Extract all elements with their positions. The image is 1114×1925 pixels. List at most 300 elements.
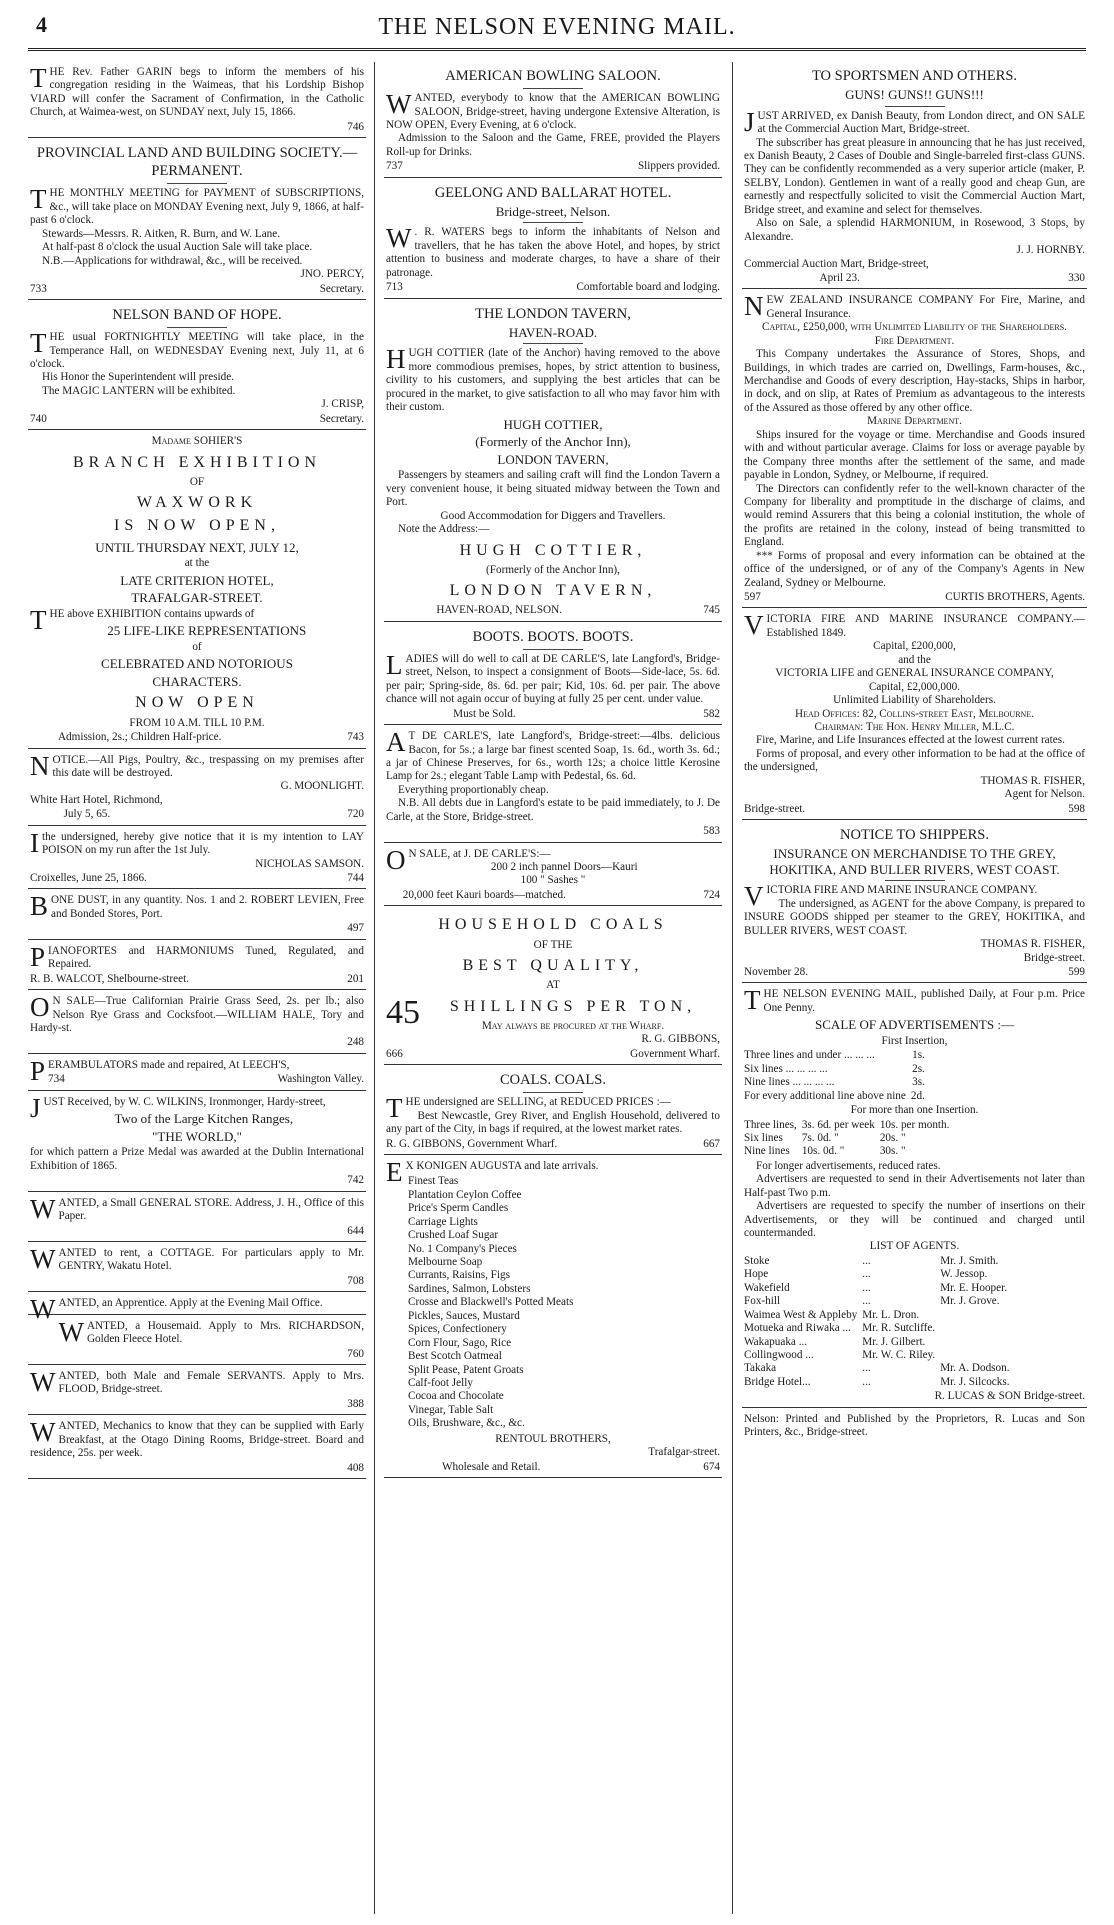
goods-item: Spices, Confectionery — [408, 1323, 507, 1336]
advert-nzins — [742, 292, 1087, 608]
rate-cell: Six lines ... ... ... ... — [744, 1062, 828, 1075]
ad-body-text: E X KONIGEN AUGUSTA and late arrivals. — [386, 1156, 599, 1187]
ad-body-text: LADIES will do well to call at DE CARLE'S, late Langford's, Bridge-street, Nelson, to inspect a consignment of Boots—Side-lace, 5s. 6d. per pair; Spring-side, 8s. 6d. per pair; Kid, 10s. 6d. per pair. The above chance will not again occur of buying at fully 25 per cent. under value. — [386, 649, 720, 706]
ad-footer — [386, 1138, 720, 1151]
ad-footer — [30, 121, 364, 134]
ad-footer — [744, 803, 1085, 816]
rate-cell: 1s. — [912, 1049, 925, 1062]
goods-item: No. 1 Company's Pieces — [408, 1242, 517, 1255]
ad-number: 744 — [347, 872, 364, 884]
advert-garin — [28, 64, 366, 138]
advert-pigs — [28, 752, 366, 826]
ad-footer — [30, 872, 364, 885]
ad-footer-left: April 23. — [744, 271, 860, 284]
chairman: Chairman: The Hon. Henry Miller, M.L.C. — [814, 720, 1015, 733]
rate-cell: Three lines and under ... ... ... — [744, 1049, 875, 1062]
ad-body-text: THE usual FORTNIGHTLY MEETING will take place, in the Temperance Hall, on WEDNESDAY Evening next, July 11, at 6 o'clock. — [30, 328, 364, 370]
goods-item: Oils, Brushware, &c., &c. — [408, 1417, 525, 1430]
agent-cell: Collingwood ... — [744, 1348, 814, 1361]
ad-signature: J. CRISP, — [321, 398, 364, 411]
rate-row — [744, 1076, 930, 1089]
ad-number: 248 — [347, 1036, 364, 1049]
ad-number: 746 — [347, 120, 364, 133]
drop-capital: V — [744, 881, 764, 912]
column-divider — [732, 62, 733, 1914]
ad-footer — [30, 922, 364, 935]
multi-rate-row — [744, 1145, 954, 1158]
drop-capital: O — [386, 844, 406, 875]
ad-body-text: THE NELSON EVENING MAIL, published Daily, at Four p.m. Price One Penny. — [744, 985, 1085, 1016]
ad-signature: G. MOONLIGHT. — [280, 780, 364, 793]
ad-paragraph: Also on Sale, a splendid HARMONIUM, in Rosewood, 3 Stops, by Alexandre. — [744, 217, 1085, 243]
ad-footer — [744, 591, 1085, 604]
agent-cell: Motueka and Riwaka ... — [744, 1322, 851, 1335]
exhibition-street: TRAFALGAR-STREET. — [131, 590, 263, 606]
agent-cell: ... — [862, 1362, 871, 1375]
coals-quality: BEST QUALITY, — [462, 956, 644, 974]
ad-body-text: O N SALE—True Californian Prairie Grass Seed, 2s. per lb.; also Nelson Rye Grass and Cocksfoot.—WILLIAM HALE, Tory and Hardy-st. — [30, 992, 364, 1034]
column-divider — [374, 62, 375, 1914]
multi-rate-cell: 3s. 6d. per week — [801, 1118, 875, 1131]
ad-paragraph: Ships insured for the voyage or time. Merchandise and Goods insured with and without particular average. Claims for loss or average payable by the Company three months after the settlement of the same, and made payable in London, Sydney, or Melbourne, if required. — [744, 428, 1085, 482]
ad-number: 599 — [1068, 965, 1085, 978]
ad-footer — [48, 1073, 364, 1086]
advert-geelong — [384, 181, 722, 299]
advert-coals1 — [384, 909, 722, 1065]
advert-hope — [28, 303, 366, 430]
exhibition-title: BRANCH EXHIBITION — [72, 453, 322, 471]
advert-bacon — [384, 728, 722, 843]
ad-footer — [30, 1225, 364, 1238]
advert-building — [28, 141, 366, 300]
multi-rate-cell: Three lines, — [744, 1118, 797, 1131]
ad-body-text: NEW ZEALAND INSURANCE COMPANY For Fire, Marine, and General Insurance. — [744, 291, 1085, 322]
agent-row — [744, 1268, 1015, 1281]
ad-number: 743 — [347, 731, 364, 744]
ad-footer-left: R. G. GIBBONS, Government Wharf. — [386, 1137, 558, 1150]
ad-body-text: VICTORIA FIRE AND MARINE INSURANCE COMPANY.—Established 1849. — [744, 610, 1085, 641]
agents-table — [744, 1255, 1015, 1389]
agent-cell: Mr. J. Silcocks. — [940, 1375, 1010, 1388]
agent-row — [744, 1336, 1015, 1349]
ad-number: 497 — [347, 922, 364, 935]
ad-footer — [744, 966, 1085, 979]
ad-number: 582 — [703, 707, 720, 720]
agent-cell: Mr. J. Gilbert. — [862, 1335, 926, 1348]
goods-item: Cocoa and Chocolate — [408, 1390, 504, 1403]
ad-signature: RENTOUL BROTHERS, — [495, 1432, 611, 1445]
multi-rates-table — [744, 1119, 954, 1159]
ad-paragraph: *** Forms of proposal and every information can be obtained at the office of the undersigned, or of any of the Company's Agents in New Zealand, Sydney or Melbourne. — [744, 549, 1085, 589]
address-line: HUGH COTTIER, — [459, 541, 647, 559]
agent-cell: Bridge Hotel... — [744, 1375, 811, 1388]
ad-centered-line: "THE WORLD," — [152, 1128, 242, 1144]
ad-subtitle: INSURANCE ON MERCHANDISE TO THE GREY, HOKITIKA, AND BULLER RIVERS, WEST COAST. — [769, 846, 1060, 877]
advert-mechanics — [28, 1418, 366, 1479]
ad-footer — [30, 1398, 364, 1411]
ad-body-text: O N SALE, at J. DE CARLE'S:— — [386, 844, 551, 875]
agent-cell: Mr. W. C. Riley. — [862, 1348, 936, 1361]
longer-ads: For longer advertisements, reduced rates. — [756, 1159, 941, 1172]
goods-item: Vinegar, Table Salt — [408, 1403, 494, 1416]
ad-number: 745 — [703, 604, 720, 617]
ad-body-text: JUST ARRIVED, ex Danish Beauty, from London direct, and ON SALE at the Commercial Auction Mart, Bridge-street. — [744, 106, 1085, 137]
agent-cell: ... — [862, 1254, 871, 1267]
ad-footer-left: July 5, 65. — [30, 808, 111, 821]
column-1 — [28, 64, 366, 1914]
ad-body-text: WANTED, an Apprentice. Apply at the Evening Mail Office. — [30, 1294, 323, 1325]
goods-item: Finest Teas — [408, 1175, 459, 1188]
drop-capital: O — [30, 992, 50, 1023]
multi-rate-cell: 7s. 0d. " — [801, 1131, 839, 1144]
ad-paragraph: The Directors can confidently refer to the well-known character of the Company for liberality and promptitude in the discharge of claims, and would remind Assurers that this being a colonial institution, the whole of the profits are retained in the colony, instead of being transmitted to England. — [744, 482, 1085, 549]
drop-capital: W — [386, 89, 412, 120]
rate-cell: 2d. — [910, 1089, 925, 1102]
ad-footer-left: 20,000 feet Kauri boards—matched. — [386, 888, 566, 901]
multi-rate-cell: 20s. " — [879, 1131, 906, 1144]
advert-bowling — [384, 64, 722, 178]
agent-cell: Mr. J. Smith. — [940, 1254, 999, 1267]
ad-subtitle: GUNS! GUNS!! GUNS!!! — [845, 87, 984, 103]
exhibition-of: OF — [189, 475, 205, 488]
advert-waxwork — [28, 433, 366, 748]
ad-footer-left: 740 — [30, 412, 47, 425]
ad-number: 388 — [347, 1397, 364, 1410]
rate-cell: 2s. — [912, 1062, 925, 1075]
advert-imprint — [742, 1411, 1087, 1443]
accommodation-note: Good Accommodation for Diggers and Travellers. — [440, 509, 666, 522]
title-rule — [523, 343, 583, 344]
ad-number: 674 — [703, 1460, 720, 1473]
head-offices: Head Offices: 82, Collins-street East, Melbourne. — [794, 707, 1035, 720]
drop-capital: T — [30, 604, 47, 635]
ad-paragraph: for which pattern a Prize Medal was awarded at the Dublin International Exhibition of 1865. — [30, 1146, 364, 1172]
ad-footer — [386, 708, 720, 721]
advert-grass — [28, 993, 366, 1054]
drop-capital: T — [744, 985, 761, 1016]
ad-centered-line: Two of the Large Kitchen Ranges, — [114, 1111, 294, 1127]
ad-body-text: WANTED to rent, a COTTAGE. For particulars apply to Mr. GENTRY, Wakatu Hotel. — [30, 1243, 364, 1274]
ad-body-text: WANTED, everybody to know that the AMERICAN BOWLING SALOON, Bridge-street, having undergone Extensive Alteration, is NOW OPEN, Every Evening, at 6 o'clock. — [386, 89, 720, 131]
ad-number: 330 — [1068, 271, 1085, 284]
goods-list — [408, 1175, 720, 1430]
drop-capital: W — [30, 1193, 56, 1224]
agent-row — [744, 1362, 1015, 1375]
agent-cell: ... — [862, 1295, 871, 1308]
coals-title: HOUSEHOLD COALS — [438, 916, 668, 934]
ad-footer-left: Admission, 2s.; Children Half-price. — [30, 731, 222, 744]
ad-signature: R. LUCAS & SON Bridge-street. — [934, 1390, 1085, 1403]
ad-number: CURTIS BROTHERS, Agents. — [945, 591, 1085, 604]
ad-footer — [30, 1275, 364, 1288]
ad-paragraph: N.B.—Applications for withdrawal, &c., will be received. — [42, 254, 303, 267]
ad-number: Washington Valley. — [277, 1073, 364, 1086]
goods-item: Price's Sperm Candles — [408, 1202, 509, 1215]
ad-footer-left: 597 — [744, 591, 761, 604]
multi-rate-cell: 10s. per month. — [879, 1118, 950, 1131]
ad-number: 201 — [347, 972, 364, 985]
goods-item: Melbourne Soap — [408, 1256, 483, 1269]
exhibition-open: NOW OPEN — [135, 694, 259, 712]
ad-body-text: THE undersigned are SELLING, at REDUCED PRICES :— — [386, 1093, 671, 1124]
ad-body-text: WANTED, a Housemaid. Apply to Mrs. RICHARDSON, Golden Fleece Hotel. — [58, 1316, 364, 1347]
ad-number: 598 — [1068, 802, 1085, 815]
ad-footer — [386, 825, 720, 838]
ad-centered-line: (Formerly of the Anchor Inn), — [475, 434, 631, 450]
ad-signature: NICHOLAS SAMSON. — [255, 857, 364, 870]
advert-pram — [28, 1057, 366, 1091]
coals-per-ton: SHILLINGS PER TON, — [449, 997, 697, 1015]
advert-bone — [28, 892, 366, 939]
agent-cell: ... — [862, 1268, 871, 1281]
drop-capital: W — [386, 223, 412, 254]
ad-footer — [386, 160, 720, 173]
ad-footer-left: HAVEN-ROAD, NELSON. — [386, 604, 562, 617]
stock-line: 100 " Sashes " — [520, 874, 586, 887]
drop-capital: W — [30, 1367, 56, 1397]
agent-cell: Mr. J. Grove. — [940, 1295, 1000, 1308]
rate-row — [744, 1049, 930, 1062]
ad-number: 644 — [347, 1224, 364, 1237]
agents-title: LIST OF AGENTS. — [869, 1240, 960, 1253]
drop-capital: T — [386, 1093, 403, 1124]
ad-centered-line: Unlimited Liability of Shareholders. — [833, 694, 996, 707]
agent-cell: ... — [862, 1375, 871, 1388]
ad-subtitle: Bridge-street, Nelson. — [495, 203, 611, 219]
agent-row — [744, 1322, 1015, 1335]
ad-paragraph: Advertisers are requested to send in their Advertisements not later than Half-past Two p.m. — [744, 1173, 1085, 1199]
multi-rate-row — [744, 1132, 954, 1145]
ad-paragraph: The subscriber has great pleasure in announcing that he has just received, ex Danish Beauty, 2 Cases of Double and Single-barreled first-class GUNS. They can be confidently recommended as a very superior article (maker, P. SELBY, London). Gentlemen in want of a really good and cheap Gun, are earnestly and respectfully solicited to visit the Commercial Auction Mart, Bridge street, and examine and select for themselves. — [744, 136, 1085, 216]
agent-cell: Stoke — [744, 1254, 770, 1267]
agent-cell: Wakapuaka ... — [744, 1335, 808, 1348]
ad-paragraph: His Honor the Superintendent will preside. — [42, 371, 235, 384]
ad-footer — [386, 1048, 720, 1061]
ad-body-text: BONE DUST, in any quantity. Nos. 1 and 2. ROBERT LEVIEN, Free and Bonded Stores, Port. — [30, 891, 364, 922]
ad-title: NELSON BAND OF HOPE. — [112, 306, 282, 323]
scale-title: SCALE OF ADVERTISEMENTS :— — [815, 1017, 1014, 1033]
ad-footer-left: 737 — [386, 160, 403, 173]
agent-cell: Fox-hill — [744, 1295, 781, 1308]
advert-servants — [28, 1368, 366, 1415]
ad-paragraph: At half-past 8 o'clock the usual Auction Sale will take place. — [42, 241, 313, 254]
ad-footer-left: November 28. — [744, 965, 809, 978]
ad-paragraph: N.B. All debts due in Langford's estate to be paid immediately, to J. De Carle, at the Store, Bridge-street. — [386, 797, 720, 823]
ad-address: Commercial Auction Mart, Bridge-street, — [744, 257, 929, 270]
ad-number: 720 — [347, 808, 364, 821]
ad-signature: J. J. HORNBY. — [1016, 244, 1085, 257]
advert-mail — [742, 986, 1087, 1407]
ad-number: 724 — [703, 888, 720, 901]
ad-title: COALS. COALS. — [500, 1072, 606, 1089]
advert-boots — [384, 625, 722, 725]
goods-item: Crosse and Blackwell's Potted Meats — [408, 1296, 574, 1309]
column-2 — [384, 64, 722, 1914]
ad-number: 760 — [347, 1347, 364, 1360]
ad-title: TO SPORTSMEN AND OTHERS. — [811, 68, 1018, 84]
drop-capital: J — [744, 106, 755, 137]
ad-body-text: THE Rev. Father GARIN begs to inform the members of his congregation residing in the Waimeas, that his Lordship Bishop VIARD will confer the Sacrament of Confirmation, in the Catholic Church, at Waimea-west, on SUNDAY next, July 15, 1866. — [30, 64, 364, 119]
title-rule — [523, 222, 583, 223]
ad-footer — [30, 1348, 364, 1361]
ad-centered-line: HUGH COTTIER, — [503, 416, 603, 432]
ad-title: THE LONDON TAVERN, — [475, 305, 631, 322]
ad-paragraph: Forms of proposal, and every other information to be had at the office of the undersigned, — [744, 747, 1085, 774]
masthead-rule — [28, 48, 1086, 51]
ad-title: PROVINCIAL LAND AND BUILDING SOCIETY.—PERMANENT. — [36, 145, 358, 180]
ad-centered-line: LONDON TAVERN, — [497, 451, 609, 467]
exhibition-status: IS NOW OPEN, — [114, 517, 280, 535]
ad-paragraph: Fire, Marine, and Life Insurances effected at the lowest current rates. — [756, 734, 1065, 747]
agent-row — [744, 1309, 1015, 1322]
multi-rate-row — [744, 1119, 954, 1132]
drop-capital: W — [30, 1294, 56, 1325]
capital-line: Capital, £250,000, with Unlimited Liability of the Shareholders. — [762, 321, 1067, 334]
ad-footer — [386, 889, 720, 902]
ad-body-text: W . R. WATERS begs to inform the inhabitants of Nelson and travellers, that he has taken the above Hotel, and hopes, by strict attention to business and moderate charges, to have a share of their patronage. — [386, 223, 720, 279]
ad-footer — [30, 973, 364, 986]
ad-paragraph: Admission to the Saloon and the Game, FREE, provided the Players Roll-up for Drinks. — [386, 132, 720, 158]
multi-rate-cell: Six lines — [744, 1131, 783, 1144]
drop-capital: E — [386, 1156, 403, 1187]
advert-ranges — [28, 1094, 366, 1192]
ad-title: NOTICE TO SHIPPERS. — [840, 827, 989, 844]
goods-item: Calf-foot Jelly — [408, 1376, 473, 1389]
advert-apprentice — [28, 1294, 366, 1325]
exhibition-dates: UNTIL THURSDAY NEXT, JULY 12, — [95, 539, 299, 555]
goods-item: Corn Flour, Sago, Rice — [408, 1336, 512, 1349]
goods-item: Crushed Loaf Sugar — [408, 1229, 499, 1242]
advert-poison — [28, 829, 366, 890]
ad-paragraph: Advertisers are requested to specify the number of insertions on their Advertisements, or they will be continued and charged until countermanded. — [744, 1200, 1085, 1239]
rate-cell: For every additional line above nine — [744, 1089, 906, 1102]
advert-coals2 — [384, 1068, 722, 1155]
ad-paragraph: Stewards—Messrs. R. Aitken, R. Burn, and W. Lane. — [42, 227, 281, 240]
ad-body-text: HUGH COTTIER (late of the Anchor) having removed to the above more commodious premises, hopes, by strict attention to business, civility to his customers, and supplying the best articles that can be procured in the market, to give satisfaction to all who may favor him with their custom. — [386, 344, 720, 414]
drop-capital: W — [30, 1243, 56, 1274]
drop-capital: B — [30, 891, 49, 922]
ad-footer — [30, 731, 364, 744]
coals-price-row — [386, 993, 720, 1034]
column-3 — [742, 64, 1087, 1914]
ad-centered-line: and the — [898, 653, 931, 666]
agent-cell: W. Jessop. — [940, 1268, 988, 1281]
ad-footer-left: 733 — [30, 282, 47, 295]
goods-item: Currants, Raisins, Figs — [408, 1269, 510, 1282]
drop-capital: T — [30, 328, 47, 359]
drop-capital: I — [30, 827, 39, 858]
coals-procure: May always be procured at the Wharf. — [481, 1019, 665, 1032]
ad-footer — [386, 604, 720, 617]
address-line: (Formerly of the Anchor Inn), — [486, 563, 620, 576]
drop-capital: A — [386, 727, 406, 758]
ad-footer-left: Croixelles, June 25, 1866. — [30, 872, 147, 884]
advert-cottage — [28, 1245, 366, 1292]
advert-shippers — [742, 823, 1087, 983]
agent-row — [744, 1295, 1015, 1308]
goods-item: Carriage Lights — [408, 1215, 478, 1228]
ad-body-text: THE MONTHLY MEETING for PAYMENT of SUBSCRIPTIONS, &c., will take place on MONDAY Evening next, July 9, 1866, at half-past 6 o'clock. — [30, 184, 364, 227]
advert-housemaid — [28, 1318, 366, 1365]
exhibition-count: 25 LIFE-LIKE REPRESENTATIONS — [107, 623, 307, 639]
ad-signature: R. G. GIBBONS, — [641, 1033, 720, 1046]
page-number: 4 — [36, 12, 47, 37]
ad-body-text: WANTED, Mechanics to know that they can be supplied with Early Breakfast, at the Otago Dining Rooms, Bridge-street. Board and residence, 25s. per week. — [30, 1417, 364, 1460]
ad-role: Trafalgar-street. — [648, 1446, 720, 1459]
ad-footer-left: 713 — [386, 281, 403, 294]
goods-item: Pickles, Sauces, Mustard — [408, 1309, 520, 1322]
stock-line: 200 2 inch pannel Doors—Kauri — [490, 861, 638, 874]
ad-number: Government Wharf. — [630, 1047, 720, 1060]
rate-row — [744, 1090, 930, 1103]
ad-title: BOOTS. BOOTS. BOOTS. — [472, 628, 634, 645]
imprint-text: Nelson: Printed and Published by the Proprietors, R. Lucas and Son Printers, &c., Bridge-street. — [744, 1412, 1085, 1439]
drop-capital: T — [30, 184, 47, 215]
drop-capital: W — [58, 1316, 84, 1347]
multi-rate-cell: 10s. 0d. " — [801, 1145, 845, 1158]
drop-capital: J — [30, 1092, 41, 1123]
masthead-title: THE NELSON EVENING MAIL. — [378, 14, 736, 40]
agent-cell: Mr. A. Dodson. — [940, 1362, 1010, 1375]
ad-footer-left: Bridge-street. — [744, 802, 806, 815]
ad-centered-line: VICTORIA LIFE and GENERAL INSURANCE COMPANY, — [775, 667, 1054, 680]
ad-footer-left: 734 — [48, 1073, 65, 1086]
ad-role: Agent for Nelson. — [1004, 788, 1085, 801]
rate-row — [744, 1063, 930, 1076]
ad-signature: THOMAS R. FISHER, — [980, 774, 1085, 787]
ad-body-text: A T DE CARLE'S, late Langford's, Bridge-street:—4lbs. delicious Bacon, for 5s.; a large bar finest scented Soap, 1s. 6d., worth 3s. 6d.; a jar of Chinese Preserves, for 6s., worth 12s; a choice little Kerosine Lamp for 2s.; elegant Table Lamp with Pedestal, 6s. 6d. — [386, 727, 720, 783]
ad-number: 708 — [347, 1274, 364, 1287]
address-note: Note the Address:— — [398, 523, 490, 536]
exhibition-subject: WAXWORK — [136, 494, 258, 512]
agent-row — [744, 1255, 1015, 1268]
agent-cell: Mr. L. Dron. — [862, 1308, 920, 1321]
ad-footer-left: Wholesale and Retail. — [386, 1460, 541, 1473]
ad-footer-left: 666 — [386, 1047, 403, 1060]
coals-of: OF THE — [533, 938, 573, 951]
drop-capital: W — [30, 1417, 56, 1448]
exhibition-desc: CELEBRATED AND NOTORIOUS — [101, 656, 293, 672]
ad-number: Comfortable board and lodging. — [576, 281, 720, 294]
goods-item: Best Scotch Oatmeal — [408, 1350, 502, 1363]
section-heading: Marine Department. — [867, 415, 962, 428]
ad-number: Secretary. — [319, 412, 364, 425]
title-rule — [167, 183, 227, 184]
ad-footer-left: R. B. WALCOT, Shelbourne-street. — [30, 972, 189, 985]
exhibition-at: at the — [184, 557, 210, 570]
ad-paragraph: Everything proportionably cheap. — [398, 783, 549, 796]
ad-body-text: JUST Received, by W. C. WILKINS, Ironmonger, Hardy-street, — [30, 1092, 326, 1123]
goods-item: Plantation Ceylon Coffee — [408, 1188, 522, 1201]
agent-cell: ... — [862, 1281, 871, 1294]
exhibition-of: of — [192, 640, 202, 653]
ad-paragraph: Best Newcastle, Grey River, and English Household, delivered to any part of the City, in bags if required, at the lowest market rates. — [386, 1109, 720, 1136]
ad-number: 742 — [347, 1174, 364, 1187]
page-header — [28, 12, 1086, 42]
rates-table — [744, 1049, 930, 1103]
drop-capital: N — [744, 291, 764, 322]
advert-store — [28, 1195, 366, 1242]
coals-price: 45 — [386, 993, 420, 1031]
first-insertion: First Insertion, — [881, 1034, 948, 1047]
ad-body-text: WANTED, a Small GENERAL STORE. Address, J. H., Office of this Paper. — [30, 1193, 364, 1224]
ad-centered-line: Capital, £2,000,000. — [868, 680, 961, 693]
agent-row — [744, 1282, 1015, 1295]
exhibitor-name: Madame SOHIER'S — [151, 435, 243, 448]
advert-doors — [384, 846, 722, 907]
ad-footer — [744, 272, 1085, 285]
agent-cell: Wakefield — [744, 1281, 790, 1294]
